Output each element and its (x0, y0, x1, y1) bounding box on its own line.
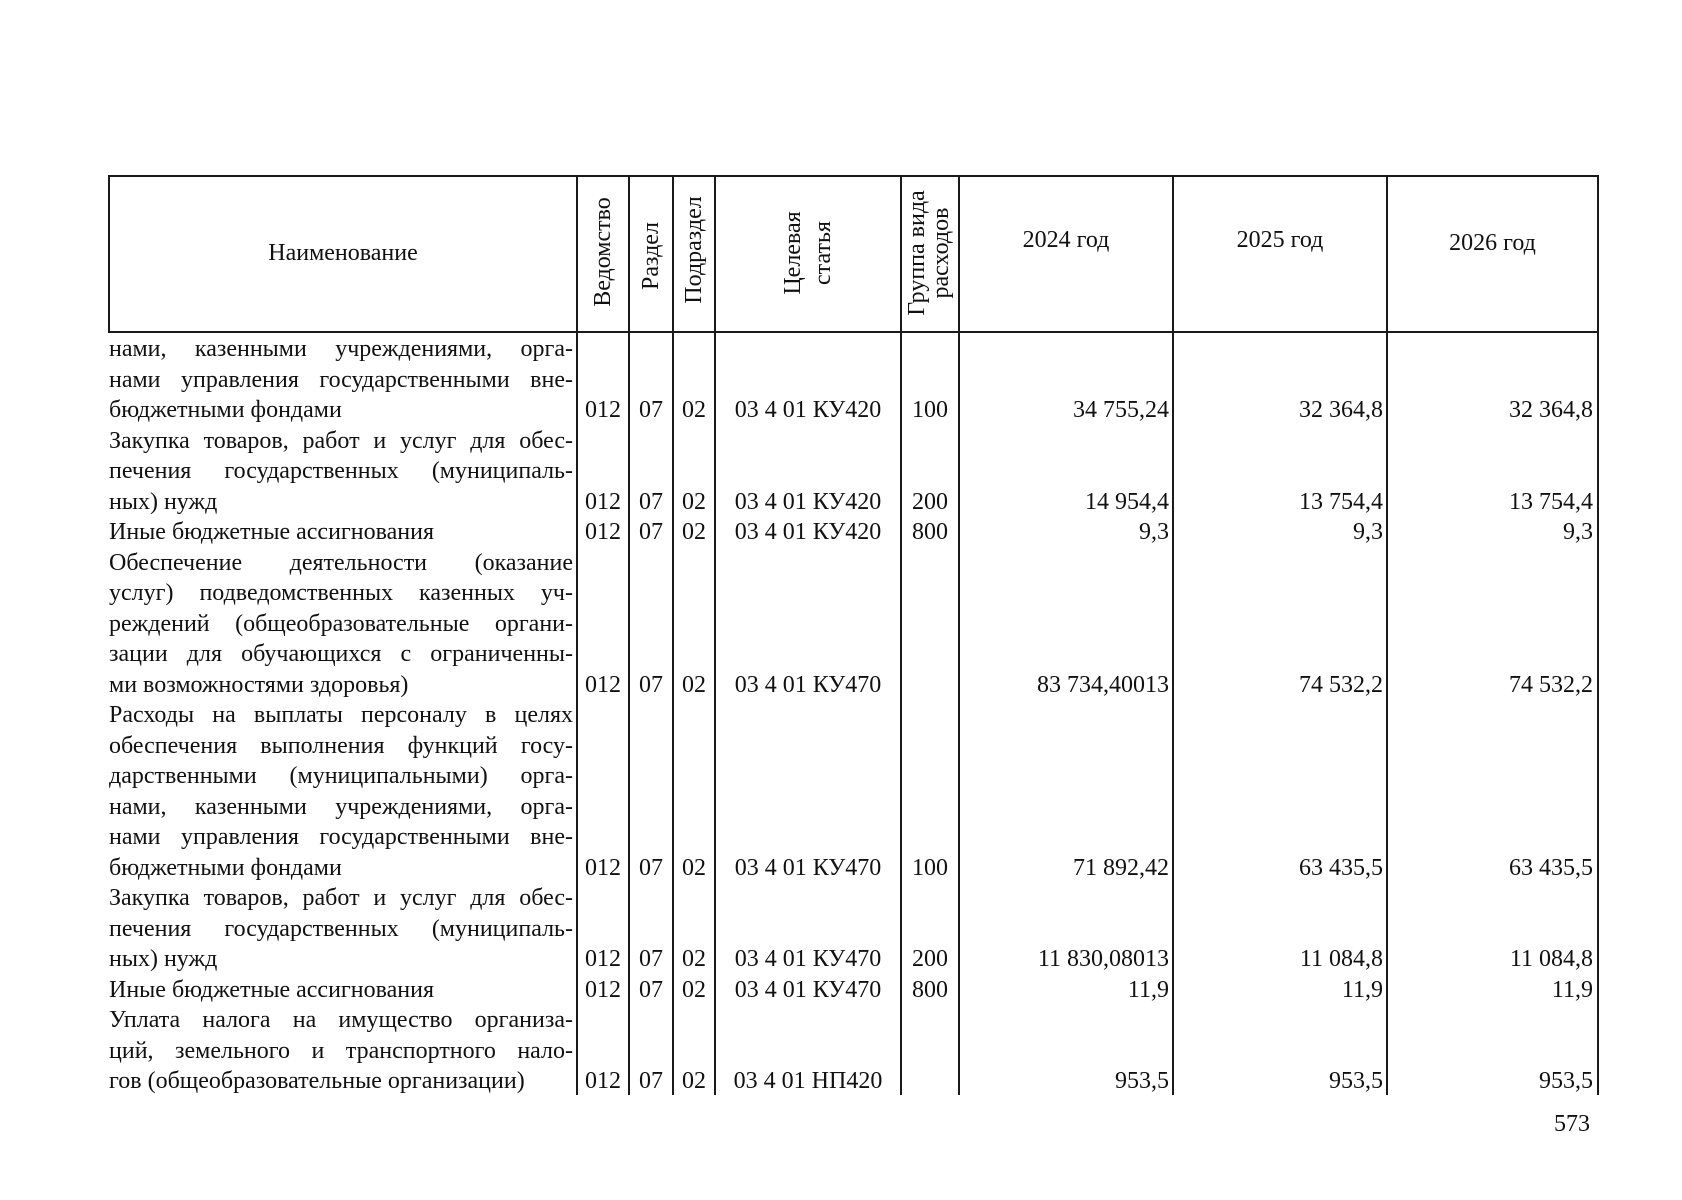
cell-razdel: 07 (639, 397, 663, 423)
header-bottom-border (108, 331, 1599, 333)
row-name-line: реждений (общеобразовательные органи- (109, 610, 573, 637)
cell-podrazdel: 02 (682, 397, 706, 423)
row-name-line: услуг) подведомственных казенных уч- (109, 580, 573, 606)
cell-group: 200 (912, 488, 948, 515)
cell-y2024: 71 892,42 (1073, 854, 1169, 881)
row-name-line: печения государственных (муниципаль- (109, 458, 573, 484)
cell-y2025: 13 754,4 (1299, 488, 1383, 515)
header-target-line1: Целевая (780, 211, 806, 295)
cell-razdel: 07 (639, 1068, 663, 1094)
header-2025: 2025 год (1236, 227, 1324, 253)
cell-target: 03 4 01 КУ470 (734, 671, 882, 698)
cell-y2026: 13 754,4 (1509, 488, 1593, 515)
row-name-line: ных) нужд (109, 488, 218, 515)
cell-podrazdel: 02 (682, 519, 706, 545)
row-name-line: нами, казенными учреждениями, орга- (109, 793, 573, 820)
cell-ved: 012 (585, 488, 621, 515)
header-group (905, 190, 953, 315)
row-name-line: нами управления государственными вне- (109, 824, 573, 850)
cell-target: 03 4 01 КУ420 (734, 488, 882, 515)
cell-y2025: 63 435,5 (1299, 854, 1383, 881)
cell-y2025: 74 532,2 (1299, 671, 1383, 698)
row-name-line: Расходы на выплаты персоналу в целях (109, 702, 573, 728)
cell-razdel: 07 (639, 854, 663, 881)
cell-y2026: 32 364,8 (1509, 397, 1593, 423)
cell-y2026: 11 084,8 (1509, 946, 1593, 972)
cell-group: 100 (912, 397, 948, 423)
header-top-border (108, 175, 1599, 177)
cell-group: 800 (912, 976, 948, 1003)
cell-group: 200 (912, 946, 948, 972)
header-name: Наименование (268, 240, 418, 266)
row-name-line: Уплата налога на имущество организа- (109, 1007, 573, 1033)
cell-target: 03 4 01 КУ470 (734, 946, 882, 972)
header-2024: 2024 год (1022, 227, 1110, 253)
row-name-line: Обеспечение деятельности (оказание (109, 549, 573, 576)
cell-target: 03 4 01 КУ420 (734, 519, 882, 545)
cell-podrazdel: 02 (682, 946, 706, 972)
row-name-line: обеспечения выполнения функций госу- (109, 732, 573, 759)
cell-podrazdel: 02 (682, 671, 706, 698)
cell-podrazdel: 02 (682, 1068, 706, 1094)
header-2026: 2026 год (1449, 230, 1536, 256)
cell-ved: 012 (585, 946, 621, 972)
cell-razdel: 07 (639, 488, 663, 515)
row-name-line: ных) нужд (109, 946, 218, 972)
cell-target: 03 4 01 КУ470 (734, 976, 882, 1003)
row-name-line: нами, казенными учреждениями, орга- (109, 336, 573, 362)
row-name-line: Иные бюджетные ассигнования (109, 976, 434, 1003)
cell-y2024: 14 954,4 (1085, 488, 1169, 515)
cell-y2024: 34 755,24 (1073, 397, 1169, 423)
row-name-line: Закупка товаров, работ и услуг для обес- (109, 427, 573, 454)
row-name-line: ми возможностями здоровья) (109, 671, 409, 698)
row-name-line: нами управления государственными вне- (109, 366, 573, 393)
cell-podrazdel: 02 (682, 488, 706, 515)
header-razdel: Раздел (638, 222, 664, 290)
cell-razdel: 07 (639, 976, 663, 1003)
header-vedomstvo: Ведомство (590, 197, 616, 307)
cell-y2025: 32 364,8 (1299, 397, 1383, 423)
cell-group (902, 670, 958, 700)
cell-y2024: 11 830,08013 (1037, 946, 1169, 972)
cell-y2026: 11,9 (1551, 976, 1593, 1003)
cell-target: 03 4 01 КУ470 (734, 854, 882, 881)
cell-target: 03 4 01 КУ420 (734, 397, 882, 423)
cell-y2026: 953,5 (1539, 1068, 1593, 1094)
row-name-line: бюджетными фондами (109, 397, 342, 423)
row-name-line: печения государственных (муниципаль- (109, 915, 573, 942)
cell-ved: 012 (585, 1068, 621, 1094)
row-name-line: Иные бюджетные ассигнования (109, 519, 434, 545)
cell-y2025: 11 084,8 (1299, 946, 1383, 972)
cell-razdel: 07 (639, 946, 663, 972)
cell-razdel: 07 (639, 519, 663, 545)
row-name-line: дарственными (муниципальными) орга- (109, 763, 573, 789)
cell-razdel: 07 (639, 671, 663, 698)
header-group-line1: Группа вида (904, 190, 930, 316)
cell-y2025: 953,5 (1329, 1068, 1383, 1094)
cell-group (902, 1066, 958, 1096)
page-number: 573 (1554, 1111, 1590, 1137)
header-group-line2: расходов (928, 207, 954, 299)
cell-podrazdel: 02 (682, 976, 706, 1003)
cell-ved: 012 (585, 671, 621, 698)
cell-y2024: 11,9 (1127, 976, 1169, 1003)
cell-group: 100 (912, 854, 948, 881)
cell-y2026: 74 532,2 (1509, 671, 1593, 698)
cell-ved: 012 (585, 397, 621, 423)
cell-y2025: 9,3 (1353, 519, 1383, 545)
cell-group: 800 (912, 519, 948, 545)
cell-y2026: 9,3 (1563, 519, 1593, 545)
cell-y2024: 83 734,40013 (1037, 671, 1169, 698)
header-target-line2: статья (810, 221, 836, 285)
cell-ved: 012 (585, 519, 621, 545)
cell-y2025: 11,9 (1341, 976, 1383, 1003)
cell-y2026: 63 435,5 (1509, 854, 1593, 881)
row-name-line: зации для обучающихся с ограниченны- (109, 641, 573, 667)
header-target (778, 211, 838, 294)
row-name-line: Закупка товаров, работ и услуг для обес- (109, 885, 573, 911)
row-name-line: бюджетными фондами (109, 854, 342, 881)
row-name-line: ций, земельного и транспортного нало- (109, 1037, 573, 1064)
cell-ved: 012 (585, 976, 621, 1003)
cell-target: 03 4 01 НП420 (733, 1068, 883, 1094)
cell-y2024: 953,5 (1115, 1068, 1169, 1094)
header-podrazdel: Подраздел (681, 196, 707, 304)
cell-y2024: 9,3 (1139, 519, 1169, 545)
row-name-line: гов (общеобразовательные организации) (109, 1068, 525, 1094)
cell-podrazdel: 02 (682, 854, 706, 881)
col-border-right (1597, 175, 1599, 1095)
cell-ved: 012 (585, 854, 621, 881)
